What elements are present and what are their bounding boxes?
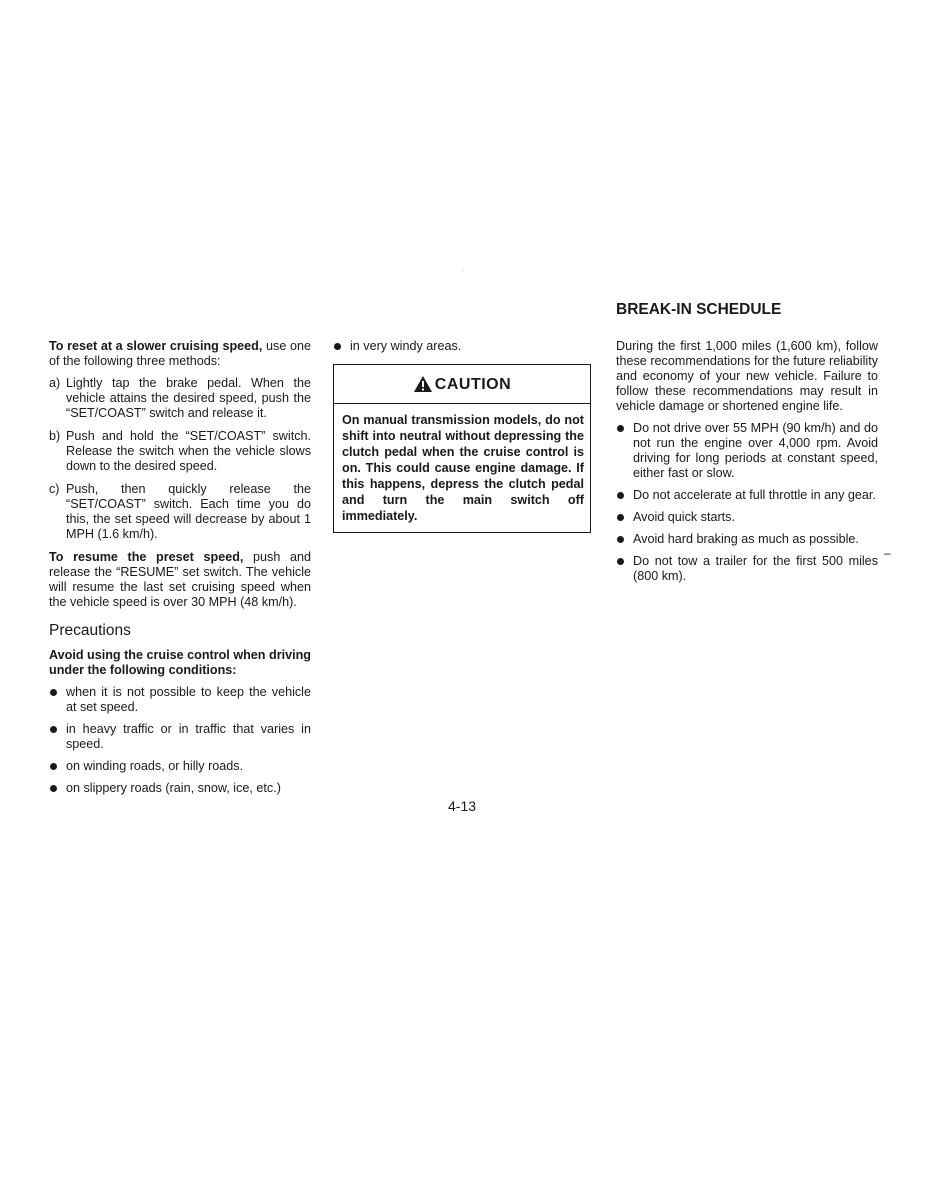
list-item [49, 429, 311, 474]
list-item-text: Avoid quick starts. [633, 510, 735, 524]
list-item [616, 488, 878, 503]
conditions-list-continued [333, 339, 591, 354]
list-item [49, 482, 311, 542]
list-item-text: Do not tow a trailer for the first 500 miles (800 km). [633, 554, 878, 583]
list-item-text: in very windy areas. [350, 339, 462, 353]
break-in-list [616, 421, 878, 584]
warning-triangle-icon [413, 375, 433, 393]
list-item [333, 339, 591, 354]
bullet-icon [334, 343, 341, 350]
list-item [49, 722, 311, 752]
list-item [616, 510, 878, 525]
bullet-icon [50, 726, 57, 733]
bullet-icon [50, 763, 57, 770]
list-item [49, 781, 311, 796]
bullet-icon [50, 689, 57, 696]
list-marker: a) [49, 376, 61, 390]
list-item-text: Push, then quickly release the “SET/COAST” switch. Each time you do this, the set speed will decrease by about 1 MPH (1.6 km/h). [66, 482, 311, 541]
reset-paragraph [49, 339, 311, 369]
bullet-icon [617, 425, 624, 432]
reset-lead: To reset at a slower cruising speed, [49, 339, 263, 353]
list-item [49, 759, 311, 774]
precautions-heading: Precautions [49, 622, 131, 639]
reset-text: use one of the following three methods: [49, 339, 311, 368]
list-item [49, 685, 311, 715]
list-item [616, 532, 878, 547]
list-item [616, 554, 878, 584]
list-marker: c) [49, 482, 60, 496]
caution-text: On manual transmission models, do not shift into neutral without depressing the clutch pedal when the cruise control is on. This could cause engine damage. If this happens, depress the clutch pedal and turn the main switch off immediately. [342, 413, 584, 523]
list-item-text: Do not drive over 55 MPH (90 km/h) and do not run the engine over 4,000 rpm. Avoid driving for long periods at constant speed, either fast or slow. [633, 421, 878, 480]
conditions-list [49, 685, 311, 796]
resume-text: push and release the “RESUME” set switch. The vehicle will resume the last set cruising speed when the vehicle speed is over 30 MPH (48 km/h). [49, 550, 311, 609]
bullet-icon [617, 492, 624, 499]
break-in-intro: During the first 1,000 miles (1,600 km), follow these recommendations for the future reliability and economy of your new vehicle. Failure to follow these recommendations may result in vehicle damage or shortened engine life. [616, 339, 878, 413]
list-item-text: in heavy traffic or in traffic that varies in speed. [66, 722, 311, 751]
resume-lead: To resume the preset speed, [49, 550, 244, 564]
edge-mark: – [884, 546, 891, 560]
list-marker: b) [49, 429, 61, 443]
top-mark: . [462, 266, 464, 273]
list-item-text: on slippery roads (rain, snow, ice, etc.) [66, 781, 281, 795]
list-item-text: Push and hold the “SET/COAST” switch. Release the switch when the vehicle slows down to the desired speed. [66, 429, 311, 473]
column-left [49, 339, 311, 803]
list-item-text: Avoid hard braking as much as possible. [633, 532, 859, 546]
bullet-icon [617, 536, 624, 543]
list-item-text: Do not accelerate at full throttle in any gear. [633, 488, 876, 502]
caution-box [333, 364, 591, 533]
avoid-heading: Avoid using the cruise control when driving under the following conditions: [49, 648, 311, 677]
bullet-icon [617, 514, 624, 521]
reset-methods-list [49, 376, 311, 542]
list-item-text: on winding roads, or hilly roads. [66, 759, 244, 773]
section-title: BREAK-IN SCHEDULE [616, 301, 782, 318]
caution-header [334, 365, 590, 404]
bullet-icon [50, 785, 57, 792]
resume-paragraph [49, 550, 311, 610]
list-item-text: Lightly tap the brake pedal. When the vehicle attains the desired speed, push the “SET/COAST” switch and release it. [66, 376, 311, 420]
list-item [49, 376, 311, 421]
column-right [616, 339, 878, 591]
column-middle [333, 339, 591, 533]
page-number: 4-13 [448, 798, 477, 814]
caution-label: CAUTION [434, 375, 512, 393]
bullet-icon [617, 558, 624, 565]
list-item [616, 421, 878, 481]
list-item-text: when it is not possible to keep the vehicle at set speed. [66, 685, 311, 714]
